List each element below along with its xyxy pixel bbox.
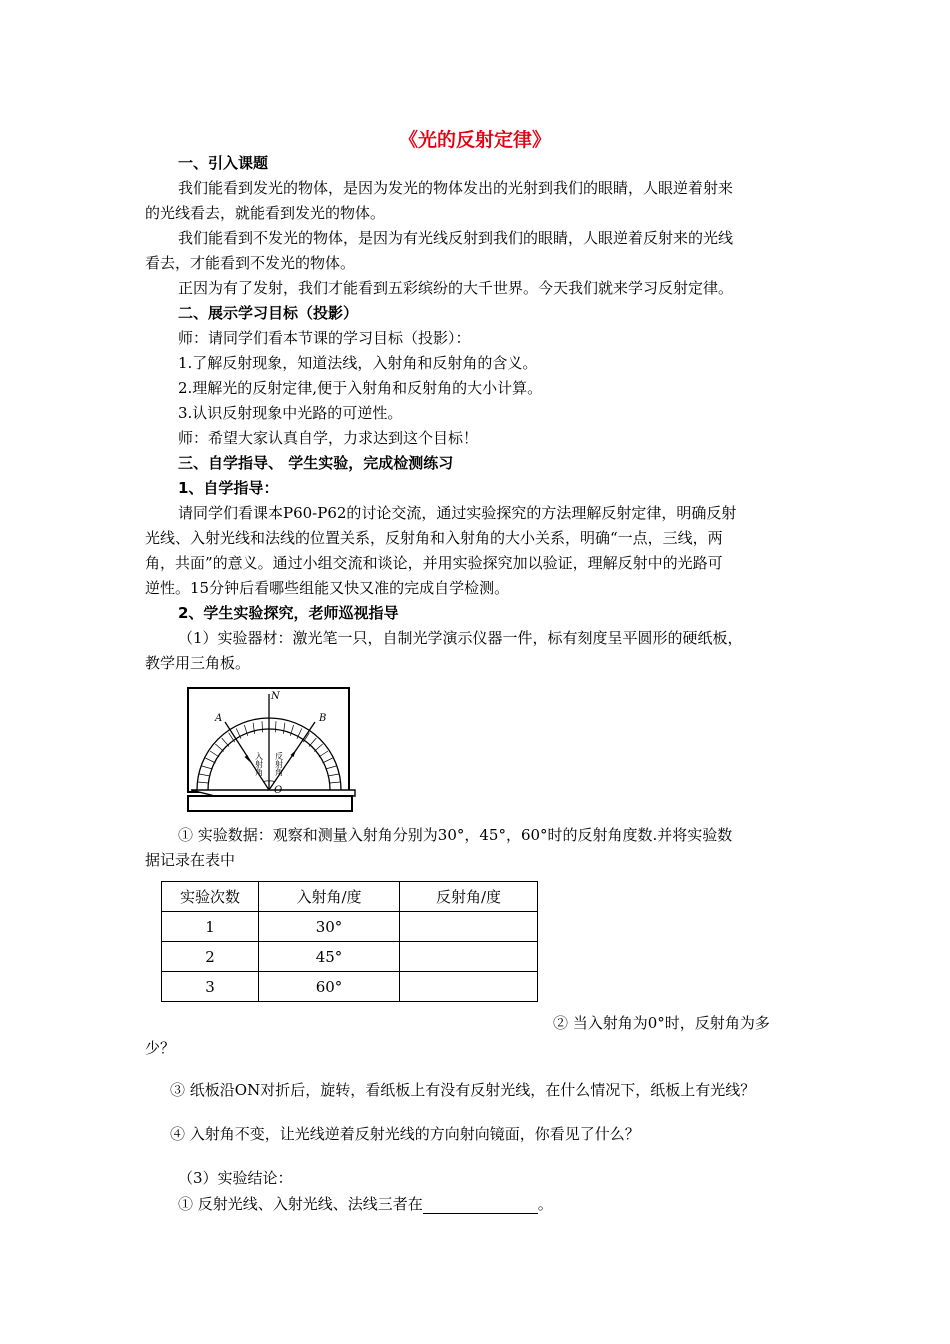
table-header-cell: 反射角/度 bbox=[400, 882, 538, 912]
table-row bbox=[162, 912, 538, 942]
experiment-data-table bbox=[161, 881, 538, 1002]
paragraph-line: 正因为有了发射，我们才能看到五彩缤纷的大千世界。今天我们就来学习反射定律。 bbox=[178, 279, 734, 297]
paragraph-line: 据记录在表中 bbox=[145, 851, 236, 869]
label-a: A bbox=[215, 713, 223, 724]
table-row bbox=[162, 942, 538, 972]
table-row bbox=[162, 972, 538, 1002]
table-cell: 3 bbox=[162, 972, 259, 1002]
paragraph-line: 光线、入射光线和法线的位置关系，反射角和入射角的大小关系，明确“一点，三线，两 bbox=[145, 529, 723, 547]
reflect-angle-label: 反射角 bbox=[274, 752, 284, 776]
paragraph-line: 请同学们看课本P60-P62的讨论交流，通过实验探究的方法理解反射定律，明确反射 bbox=[178, 504, 737, 522]
paragraph-line: ① 实验数据：观察和测量入射角分别为30°，45°，60°时的反射角度数.并将实验数 bbox=[178, 826, 733, 844]
table-cell: 60° bbox=[259, 972, 400, 1002]
goal-item: 3.认识反射现象中光路的可逆性。 bbox=[178, 404, 403, 422]
conclusion-line bbox=[178, 1194, 553, 1214]
table-cell: 1 bbox=[162, 912, 259, 942]
table-cell: 30° bbox=[259, 912, 400, 942]
conclusion-heading: （3）实验结论： bbox=[178, 1169, 293, 1187]
subsection-heading: 2、学生实验探究，老师巡视指导 bbox=[178, 604, 399, 622]
paragraph-line: 的光线看去，就能看到发光的物体。 bbox=[145, 204, 386, 222]
section-1-heading: 一、引入课题 bbox=[178, 154, 269, 172]
label-o: O bbox=[274, 785, 283, 796]
table-cell: 2 bbox=[162, 942, 259, 972]
goal-item: 2.理解光的反射定律,便于入射角和反射角的大小计算。 bbox=[178, 379, 543, 397]
section-3-heading: 三、自学指导、 学生实验，完成检测练习 bbox=[178, 454, 454, 472]
paragraph-line: 角，共面”的意义。通过小组交流和谈论，并用实验探究加以验证，理解反射中的光路可 bbox=[145, 554, 723, 572]
table-cell-empty[interactable] bbox=[400, 942, 538, 972]
question-line: 少？ bbox=[145, 1039, 176, 1057]
paragraph-line: 师：请同学们看本节课的学习目标（投影）： bbox=[178, 329, 471, 347]
paragraph-line: 看去，才能看到不发光的物体。 bbox=[145, 254, 356, 272]
table-header-row bbox=[162, 882, 538, 912]
subsection-heading: 1、自学指导： bbox=[178, 479, 279, 497]
label-b: B bbox=[319, 713, 327, 724]
incident-angle-label: 入射角 bbox=[254, 752, 264, 776]
question-line: ④ 入射角不变，让光线逆着反射光线的方向射向镜面，你看见了什么？ bbox=[170, 1125, 640, 1143]
conclusion-end: 。 bbox=[537, 1195, 553, 1213]
label-n: N bbox=[271, 691, 280, 702]
table-cell-empty[interactable] bbox=[400, 912, 538, 942]
table-header-cell: 入射角/度 bbox=[259, 882, 400, 912]
paragraph-line: （1）实验器材：激光笔一只，自制光学演示仪器一件，标有刻度呈平圆形的硬纸板， bbox=[178, 629, 743, 647]
paragraph-line: 教学用三角板。 bbox=[145, 654, 251, 672]
paragraph-line: 逆性。15分钟后看哪些组能又快又准的完成自学检测。 bbox=[145, 579, 510, 597]
plane-mirror bbox=[188, 796, 352, 811]
paragraph-line: 我们能看到不发光的物体，是因为有光线反射到我们的眼睛，人眼逆着反射来的光线 bbox=[178, 229, 734, 247]
paragraph-line: 我们能看到发光的物体，是因为发光的物体发出的光射到我们的眼睛，人眼逆着射来 bbox=[178, 179, 734, 197]
table-cell-empty[interactable] bbox=[400, 972, 538, 1002]
page-title: 《光的反射定律》 bbox=[398, 129, 551, 151]
question-line: ③ 纸板沿ON对折后，旋转，看纸板上有没有反射光线，在什么情况下，纸板上有光线？ bbox=[170, 1081, 756, 1099]
fill-in-blank[interactable] bbox=[423, 1197, 538, 1214]
conclusion-text: ① 反射光线、入射光线、法线三者在 bbox=[178, 1195, 423, 1213]
question-line: ② 当入射角为0°时，反射角为多 bbox=[553, 1014, 770, 1032]
paragraph-line: 师：希望大家认真自学，力求达到这个目标！ bbox=[178, 429, 479, 447]
reflection-apparatus-figure bbox=[183, 686, 358, 816]
section-2-heading: 二、展示学习目标（投影） bbox=[178, 304, 359, 322]
table-cell: 45° bbox=[259, 942, 400, 972]
goal-item: 1.了解反射现象，知道法线，入射角和反射角的含义。 bbox=[178, 354, 538, 372]
table-header-cell: 实验次数 bbox=[162, 882, 259, 912]
